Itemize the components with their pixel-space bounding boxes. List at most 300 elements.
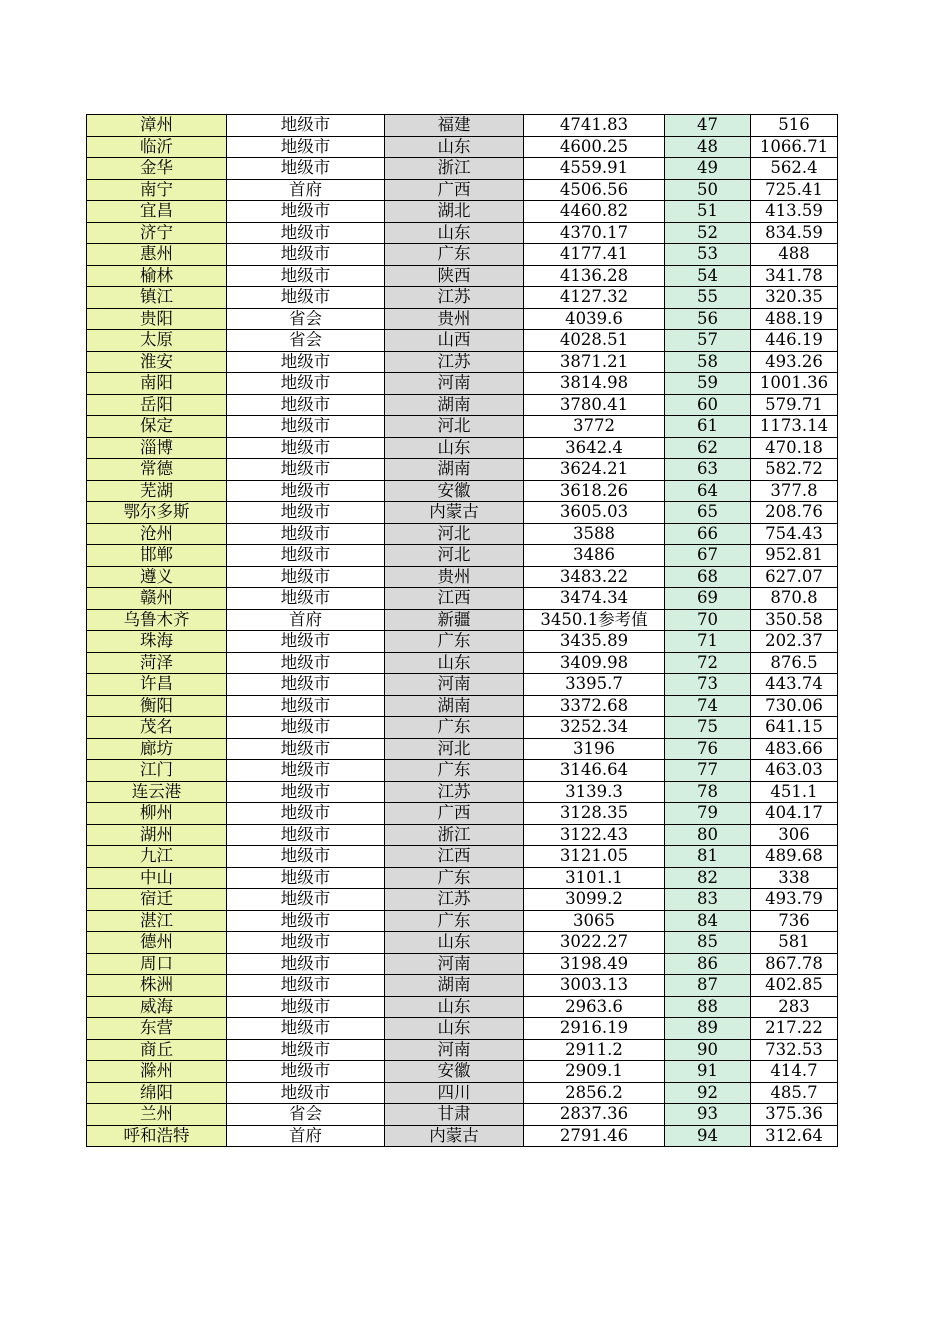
table-row (87, 889, 838, 911)
province-cell[interactable]: 广东 (385, 910, 524, 932)
gdp-cell[interactable]: 3486 (524, 545, 665, 567)
gdp-cell[interactable]: 4370.17 (524, 222, 665, 244)
population-cell[interactable]: 283 (751, 996, 838, 1018)
gdp-cell[interactable]: 3122.43 (524, 824, 665, 846)
gdp-cell[interactable]: 3618.26 (524, 480, 665, 502)
admin-level-cell[interactable]: 地级市 (227, 867, 385, 889)
population-cell[interactable]: 451.1 (751, 781, 838, 803)
rank-cell[interactable]: 55 (665, 287, 751, 309)
admin-level-cell[interactable]: 地级市 (227, 394, 385, 416)
province-cell[interactable]: 安徽 (385, 480, 524, 502)
population-cell[interactable]: 876.5 (751, 652, 838, 674)
admin-level-cell[interactable]: 地级市 (227, 760, 385, 782)
population-cell[interactable]: 483.66 (751, 738, 838, 760)
province-cell[interactable]: 内蒙古 (385, 502, 524, 524)
city-cell[interactable]: 湖州 (87, 824, 227, 846)
population-cell[interactable]: 562.4 (751, 158, 838, 180)
rank-cell[interactable]: 64 (665, 480, 751, 502)
admin-level-cell[interactable]: 地级市 (227, 953, 385, 975)
city-cell[interactable]: 呼和浩特 (87, 1125, 227, 1147)
gdp-cell[interactable]: 2791.46 (524, 1125, 665, 1147)
city-cell[interactable]: 济宁 (87, 222, 227, 244)
province-cell[interactable]: 河南 (385, 1039, 524, 1061)
admin-level-cell[interactable]: 地级市 (227, 824, 385, 846)
rank-cell[interactable]: 83 (665, 889, 751, 911)
population-cell[interactable]: 338 (751, 867, 838, 889)
table-body (87, 115, 838, 1147)
rank-cell[interactable]: 53 (665, 244, 751, 266)
gdp-cell[interactable]: 2911.2 (524, 1039, 665, 1061)
gdp-cell[interactable]: 4127.32 (524, 287, 665, 309)
rank-cell[interactable]: 48 (665, 136, 751, 158)
rank-cell[interactable]: 57 (665, 330, 751, 352)
rank-cell[interactable]: 65 (665, 502, 751, 524)
population-cell[interactable]: 312.64 (751, 1125, 838, 1147)
province-cell[interactable]: 湖南 (385, 459, 524, 481)
admin-level-cell[interactable]: 地级市 (227, 1082, 385, 1104)
gdp-cell[interactable]: 2916.19 (524, 1018, 665, 1040)
province-cell[interactable]: 山东 (385, 932, 524, 954)
city-cell[interactable]: 太原 (87, 330, 227, 352)
table-row (87, 201, 838, 223)
gdp-cell[interactable]: 3624.21 (524, 459, 665, 481)
gdp-cell[interactable]: 3435.89 (524, 631, 665, 653)
admin-level-cell[interactable]: 地级市 (227, 695, 385, 717)
admin-level-cell[interactable]: 地级市 (227, 158, 385, 180)
city-cell[interactable]: 连云港 (87, 781, 227, 803)
province-cell[interactable]: 广东 (385, 717, 524, 739)
admin-level-cell[interactable]: 地级市 (227, 975, 385, 997)
admin-level-cell[interactable]: 地级市 (227, 373, 385, 395)
population-cell[interactable]: 834.59 (751, 222, 838, 244)
province-cell[interactable]: 河南 (385, 953, 524, 975)
population-cell[interactable]: 952.81 (751, 545, 838, 567)
city-cell[interactable]: 株洲 (87, 975, 227, 997)
province-cell[interactable]: 河南 (385, 373, 524, 395)
admin-level-cell[interactable]: 省会 (227, 308, 385, 330)
admin-level-cell[interactable]: 地级市 (227, 1061, 385, 1083)
admin-level-cell[interactable]: 地级市 (227, 115, 385, 137)
province-cell[interactable]: 安徽 (385, 1061, 524, 1083)
admin-level-cell[interactable]: 地级市 (227, 244, 385, 266)
gdp-cell[interactable]: 4028.51 (524, 330, 665, 352)
rank-cell[interactable]: 76 (665, 738, 751, 760)
table-row (87, 1061, 838, 1083)
admin-level-cell[interactable]: 地级市 (227, 803, 385, 825)
city-cell[interactable]: 绵阳 (87, 1082, 227, 1104)
admin-level-cell[interactable]: 地级市 (227, 781, 385, 803)
population-cell[interactable]: 463.03 (751, 760, 838, 782)
rank-cell[interactable]: 79 (665, 803, 751, 825)
population-cell[interactable]: 493.79 (751, 889, 838, 911)
rank-cell[interactable]: 81 (665, 846, 751, 868)
gdp-cell[interactable]: 4177.41 (524, 244, 665, 266)
admin-level-cell[interactable]: 首府 (227, 179, 385, 201)
admin-level-cell[interactable]: 地级市 (227, 889, 385, 911)
province-cell[interactable]: 河北 (385, 416, 524, 438)
population-cell[interactable]: 488 (751, 244, 838, 266)
table-row (87, 867, 838, 889)
rank-cell[interactable]: 89 (665, 1018, 751, 1040)
city-cell[interactable]: 乌鲁木齐 (87, 609, 227, 631)
city-cell[interactable]: 菏泽 (87, 652, 227, 674)
rank-cell[interactable]: 74 (665, 695, 751, 717)
rank-cell[interactable]: 94 (665, 1125, 751, 1147)
province-cell[interactable]: 贵州 (385, 566, 524, 588)
rank-cell[interactable]: 78 (665, 781, 751, 803)
rank-cell[interactable]: 84 (665, 910, 751, 932)
city-cell[interactable]: 南阳 (87, 373, 227, 395)
province-cell[interactable]: 河北 (385, 523, 524, 545)
province-cell[interactable]: 江西 (385, 588, 524, 610)
population-cell[interactable]: 489.68 (751, 846, 838, 868)
population-cell[interactable]: 375.36 (751, 1104, 838, 1126)
city-cell[interactable]: 淄博 (87, 437, 227, 459)
province-cell[interactable]: 山东 (385, 437, 524, 459)
gdp-cell[interactable]: 3003.13 (524, 975, 665, 997)
city-cell[interactable]: 九江 (87, 846, 227, 868)
gdp-cell[interactable]: 3101.1 (524, 867, 665, 889)
gdp-cell[interactable]: 3198.49 (524, 953, 665, 975)
province-cell[interactable]: 河北 (385, 545, 524, 567)
city-cell[interactable]: 滁州 (87, 1061, 227, 1083)
gdp-cell[interactable]: 4039.6 (524, 308, 665, 330)
admin-level-cell[interactable]: 地级市 (227, 996, 385, 1018)
admin-level-cell[interactable]: 地级市 (227, 717, 385, 739)
admin-level-cell[interactable]: 地级市 (227, 265, 385, 287)
admin-level-cell[interactable]: 地级市 (227, 416, 385, 438)
gdp-cell[interactable]: 2856.2 (524, 1082, 665, 1104)
admin-level-cell[interactable]: 地级市 (227, 846, 385, 868)
city-cell[interactable]: 衡阳 (87, 695, 227, 717)
admin-level-cell[interactable]: 地级市 (227, 910, 385, 932)
population-cell[interactable]: 404.17 (751, 803, 838, 825)
gdp-cell[interactable]: 2963.6 (524, 996, 665, 1018)
table-row (87, 975, 838, 997)
rank-cell[interactable]: 61 (665, 416, 751, 438)
rank-cell[interactable]: 50 (665, 179, 751, 201)
city-cell[interactable]: 许昌 (87, 674, 227, 696)
rank-cell[interactable]: 82 (665, 867, 751, 889)
rank-cell[interactable]: 68 (665, 566, 751, 588)
city-cell[interactable]: 茂名 (87, 717, 227, 739)
population-cell[interactable]: 341.78 (751, 265, 838, 287)
gdp-cell[interactable]: 3252.34 (524, 717, 665, 739)
admin-level-cell[interactable]: 地级市 (227, 652, 385, 674)
admin-level-cell[interactable]: 地级市 (227, 201, 385, 223)
province-cell[interactable]: 湖南 (385, 695, 524, 717)
population-cell[interactable]: 208.76 (751, 502, 838, 524)
province-cell[interactable]: 广东 (385, 867, 524, 889)
province-cell[interactable]: 广西 (385, 803, 524, 825)
city-cell[interactable]: 岳阳 (87, 394, 227, 416)
city-cell[interactable]: 遵义 (87, 566, 227, 588)
province-cell[interactable]: 新疆 (385, 609, 524, 631)
province-cell[interactable]: 甘肃 (385, 1104, 524, 1126)
rank-cell[interactable]: 85 (665, 932, 751, 954)
population-cell[interactable]: 627.07 (751, 566, 838, 588)
gdp-cell[interactable]: 4460.82 (524, 201, 665, 223)
admin-level-cell[interactable]: 首府 (227, 609, 385, 631)
population-cell[interactable]: 1066.71 (751, 136, 838, 158)
rank-cell[interactable]: 73 (665, 674, 751, 696)
gdp-cell[interactable]: 2837.36 (524, 1104, 665, 1126)
population-cell[interactable]: 1173.14 (751, 416, 838, 438)
gdp-cell[interactable]: 3065 (524, 910, 665, 932)
admin-level-cell[interactable]: 地级市 (227, 631, 385, 653)
population-cell[interactable]: 582.72 (751, 459, 838, 481)
admin-level-cell[interactable]: 地级市 (227, 222, 385, 244)
gdp-cell[interactable]: 3146.64 (524, 760, 665, 782)
population-cell[interactable]: 1001.36 (751, 373, 838, 395)
gdp-cell[interactable]: 3395.7 (524, 674, 665, 696)
population-cell[interactable]: 730.06 (751, 695, 838, 717)
city-cell[interactable]: 邯郸 (87, 545, 227, 567)
province-cell[interactable]: 山东 (385, 996, 524, 1018)
admin-level-cell[interactable]: 地级市 (227, 480, 385, 502)
table-row (87, 609, 838, 631)
gdp-cell[interactable]: 3099.2 (524, 889, 665, 911)
province-cell[interactable]: 浙江 (385, 824, 524, 846)
rank-cell[interactable]: 77 (665, 760, 751, 782)
province-cell[interactable]: 广东 (385, 631, 524, 653)
rank-cell[interactable]: 56 (665, 308, 751, 330)
gdp-cell[interactable]: 3605.03 (524, 502, 665, 524)
population-cell[interactable]: 485.7 (751, 1082, 838, 1104)
province-cell[interactable]: 浙江 (385, 158, 524, 180)
gdp-cell[interactable]: 3780.41 (524, 394, 665, 416)
admin-level-cell[interactable]: 地级市 (227, 523, 385, 545)
rank-cell[interactable]: 69 (665, 588, 751, 610)
rank-cell[interactable]: 92 (665, 1082, 751, 1104)
province-cell[interactable]: 湖南 (385, 975, 524, 997)
city-cell[interactable]: 湛江 (87, 910, 227, 932)
admin-level-cell[interactable]: 首府 (227, 1125, 385, 1147)
gdp-cell[interactable]: 3372.68 (524, 695, 665, 717)
province-cell[interactable]: 广东 (385, 244, 524, 266)
population-cell[interactable]: 736 (751, 910, 838, 932)
gdp-cell[interactable]: 3871.21 (524, 351, 665, 373)
city-cell[interactable]: 廊坊 (87, 738, 227, 760)
city-cell[interactable]: 鄂尔多斯 (87, 502, 227, 524)
gdp-cell[interactable]: 3139.3 (524, 781, 665, 803)
city-cell[interactable]: 江门 (87, 760, 227, 782)
admin-level-cell[interactable]: 地级市 (227, 932, 385, 954)
rank-cell[interactable]: 66 (665, 523, 751, 545)
admin-level-cell[interactable]: 地级市 (227, 566, 385, 588)
rank-cell[interactable]: 70 (665, 609, 751, 631)
rank-cell[interactable]: 86 (665, 953, 751, 975)
gdp-cell[interactable]: 3121.05 (524, 846, 665, 868)
rank-cell[interactable]: 52 (665, 222, 751, 244)
city-cell[interactable]: 淮安 (87, 351, 227, 373)
city-cell[interactable]: 金华 (87, 158, 227, 180)
city-cell[interactable]: 宜昌 (87, 201, 227, 223)
province-cell[interactable]: 湖北 (385, 201, 524, 223)
city-cell[interactable]: 兰州 (87, 1104, 227, 1126)
province-cell[interactable]: 内蒙古 (385, 1125, 524, 1147)
city-cell[interactable]: 南宁 (87, 179, 227, 201)
province-cell[interactable]: 山东 (385, 1018, 524, 1040)
population-cell[interactable]: 579.71 (751, 394, 838, 416)
rank-cell[interactable]: 49 (665, 158, 751, 180)
province-cell[interactable]: 四川 (385, 1082, 524, 1104)
rank-cell[interactable]: 93 (665, 1104, 751, 1126)
city-cell[interactable]: 柳州 (87, 803, 227, 825)
population-cell[interactable]: 754.43 (751, 523, 838, 545)
population-cell[interactable]: 725.41 (751, 179, 838, 201)
city-cell[interactable]: 镇江 (87, 287, 227, 309)
province-cell[interactable]: 河南 (385, 674, 524, 696)
gdp-cell[interactable]: 2909.1 (524, 1061, 665, 1083)
population-cell[interactable]: 732.53 (751, 1039, 838, 1061)
province-cell[interactable]: 福建 (385, 115, 524, 137)
admin-level-cell[interactable]: 省会 (227, 330, 385, 352)
table-row (87, 1039, 838, 1061)
admin-level-cell[interactable]: 地级市 (227, 351, 385, 373)
province-cell[interactable]: 山东 (385, 652, 524, 674)
gdp-cell[interactable]: 3483.22 (524, 566, 665, 588)
rank-cell[interactable]: 67 (665, 545, 751, 567)
population-cell[interactable]: 443.74 (751, 674, 838, 696)
city-cell[interactable]: 威海 (87, 996, 227, 1018)
rank-cell[interactable]: 59 (665, 373, 751, 395)
population-cell[interactable]: 470.18 (751, 437, 838, 459)
admin-level-cell[interactable]: 地级市 (227, 738, 385, 760)
rank-cell[interactable]: 90 (665, 1039, 751, 1061)
rank-cell[interactable]: 80 (665, 824, 751, 846)
gdp-cell[interactable]: 3588 (524, 523, 665, 545)
gdp-cell[interactable]: 4741.83 (524, 115, 665, 137)
province-cell[interactable]: 山西 (385, 330, 524, 352)
admin-level-cell[interactable]: 地级市 (227, 502, 385, 524)
admin-level-cell[interactable]: 地级市 (227, 588, 385, 610)
population-cell[interactable]: 581 (751, 932, 838, 954)
city-cell[interactable]: 东营 (87, 1018, 227, 1040)
population-cell[interactable]: 377.8 (751, 480, 838, 502)
table-row (87, 459, 838, 481)
rank-cell[interactable]: 87 (665, 975, 751, 997)
city-cell[interactable]: 漳州 (87, 115, 227, 137)
gdp-cell[interactable]: 3814.98 (524, 373, 665, 395)
admin-level-cell[interactable]: 地级市 (227, 1018, 385, 1040)
city-cell[interactable]: 临沂 (87, 136, 227, 158)
city-cell[interactable]: 周口 (87, 953, 227, 975)
population-cell[interactable]: 488.19 (751, 308, 838, 330)
admin-level-cell[interactable]: 地级市 (227, 674, 385, 696)
rank-cell[interactable]: 58 (665, 351, 751, 373)
gdp-cell[interactable]: 3022.27 (524, 932, 665, 954)
city-cell[interactable]: 惠州 (87, 244, 227, 266)
gdp-cell[interactable]: 4559.91 (524, 158, 665, 180)
province-cell[interactable]: 江苏 (385, 351, 524, 373)
table-row (87, 846, 838, 868)
gdp-cell[interactable]: 3128.35 (524, 803, 665, 825)
rank-cell[interactable]: 71 (665, 631, 751, 653)
gdp-cell[interactable]: 3474.34 (524, 588, 665, 610)
admin-level-cell[interactable]: 地级市 (227, 1039, 385, 1061)
province-cell[interactable]: 广东 (385, 760, 524, 782)
admin-level-cell[interactable]: 地级市 (227, 287, 385, 309)
rank-cell[interactable]: 88 (665, 996, 751, 1018)
city-cell[interactable]: 贵阳 (87, 308, 227, 330)
population-cell[interactable]: 867.78 (751, 953, 838, 975)
admin-level-cell[interactable]: 地级市 (227, 545, 385, 567)
province-cell[interactable]: 广西 (385, 179, 524, 201)
rank-cell[interactable]: 63 (665, 459, 751, 481)
city-cell[interactable]: 保定 (87, 416, 227, 438)
province-cell[interactable]: 陕西 (385, 265, 524, 287)
rank-cell[interactable]: 91 (665, 1061, 751, 1083)
province-cell[interactable]: 河北 (385, 738, 524, 760)
city-cell[interactable]: 珠海 (87, 631, 227, 653)
gdp-cell[interactable]: 3450.1参考值 (524, 609, 665, 631)
rank-cell[interactable]: 60 (665, 394, 751, 416)
population-cell[interactable]: 641.15 (751, 717, 838, 739)
province-cell[interactable]: 贵州 (385, 308, 524, 330)
population-cell[interactable]: 350.58 (751, 609, 838, 631)
population-cell[interactable]: 306 (751, 824, 838, 846)
table-row (87, 781, 838, 803)
province-cell[interactable]: 江苏 (385, 889, 524, 911)
rank-cell[interactable]: 51 (665, 201, 751, 223)
population-cell[interactable]: 202.37 (751, 631, 838, 653)
province-cell[interactable]: 江苏 (385, 287, 524, 309)
rank-cell[interactable]: 54 (665, 265, 751, 287)
population-cell[interactable]: 493.26 (751, 351, 838, 373)
province-cell[interactable]: 山东 (385, 136, 524, 158)
admin-level-cell[interactable]: 地级市 (227, 437, 385, 459)
admin-level-cell[interactable]: 省会 (227, 1104, 385, 1126)
gdp-cell[interactable]: 3772 (524, 416, 665, 438)
gdp-cell[interactable]: 3409.98 (524, 652, 665, 674)
population-cell[interactable]: 414.7 (751, 1061, 838, 1083)
rank-cell[interactable]: 62 (665, 437, 751, 459)
gdp-cell[interactable]: 4136.28 (524, 265, 665, 287)
province-cell[interactable]: 湖南 (385, 394, 524, 416)
rank-cell[interactable]: 47 (665, 115, 751, 137)
city-cell[interactable]: 宿迁 (87, 889, 227, 911)
rank-cell[interactable]: 72 (665, 652, 751, 674)
admin-level-cell[interactable]: 地级市 (227, 136, 385, 158)
population-cell[interactable]: 320.35 (751, 287, 838, 309)
city-cell[interactable]: 赣州 (87, 588, 227, 610)
gdp-cell[interactable]: 3196 (524, 738, 665, 760)
gdp-cell[interactable]: 3642.4 (524, 437, 665, 459)
city-cell[interactable]: 沧州 (87, 523, 227, 545)
province-cell[interactable]: 江西 (385, 846, 524, 868)
province-cell[interactable]: 山东 (385, 222, 524, 244)
province-cell[interactable]: 江苏 (385, 781, 524, 803)
city-cell[interactable]: 常德 (87, 459, 227, 481)
city-cell[interactable]: 榆林 (87, 265, 227, 287)
city-cell[interactable]: 德州 (87, 932, 227, 954)
table-row (87, 738, 838, 760)
rank-cell[interactable]: 75 (665, 717, 751, 739)
population-cell[interactable]: 413.59 (751, 201, 838, 223)
admin-level-cell[interactable]: 地级市 (227, 459, 385, 481)
city-cell[interactable]: 中山 (87, 867, 227, 889)
population-cell[interactable]: 516 (751, 115, 838, 137)
population-cell[interactable]: 402.85 (751, 975, 838, 997)
gdp-cell[interactable]: 4600.25 (524, 136, 665, 158)
population-cell[interactable]: 870.8 (751, 588, 838, 610)
gdp-cell[interactable]: 4506.56 (524, 179, 665, 201)
population-cell[interactable]: 217.22 (751, 1018, 838, 1040)
city-cell[interactable]: 商丘 (87, 1039, 227, 1061)
city-cell[interactable]: 芜湖 (87, 480, 227, 502)
population-cell[interactable]: 446.19 (751, 330, 838, 352)
